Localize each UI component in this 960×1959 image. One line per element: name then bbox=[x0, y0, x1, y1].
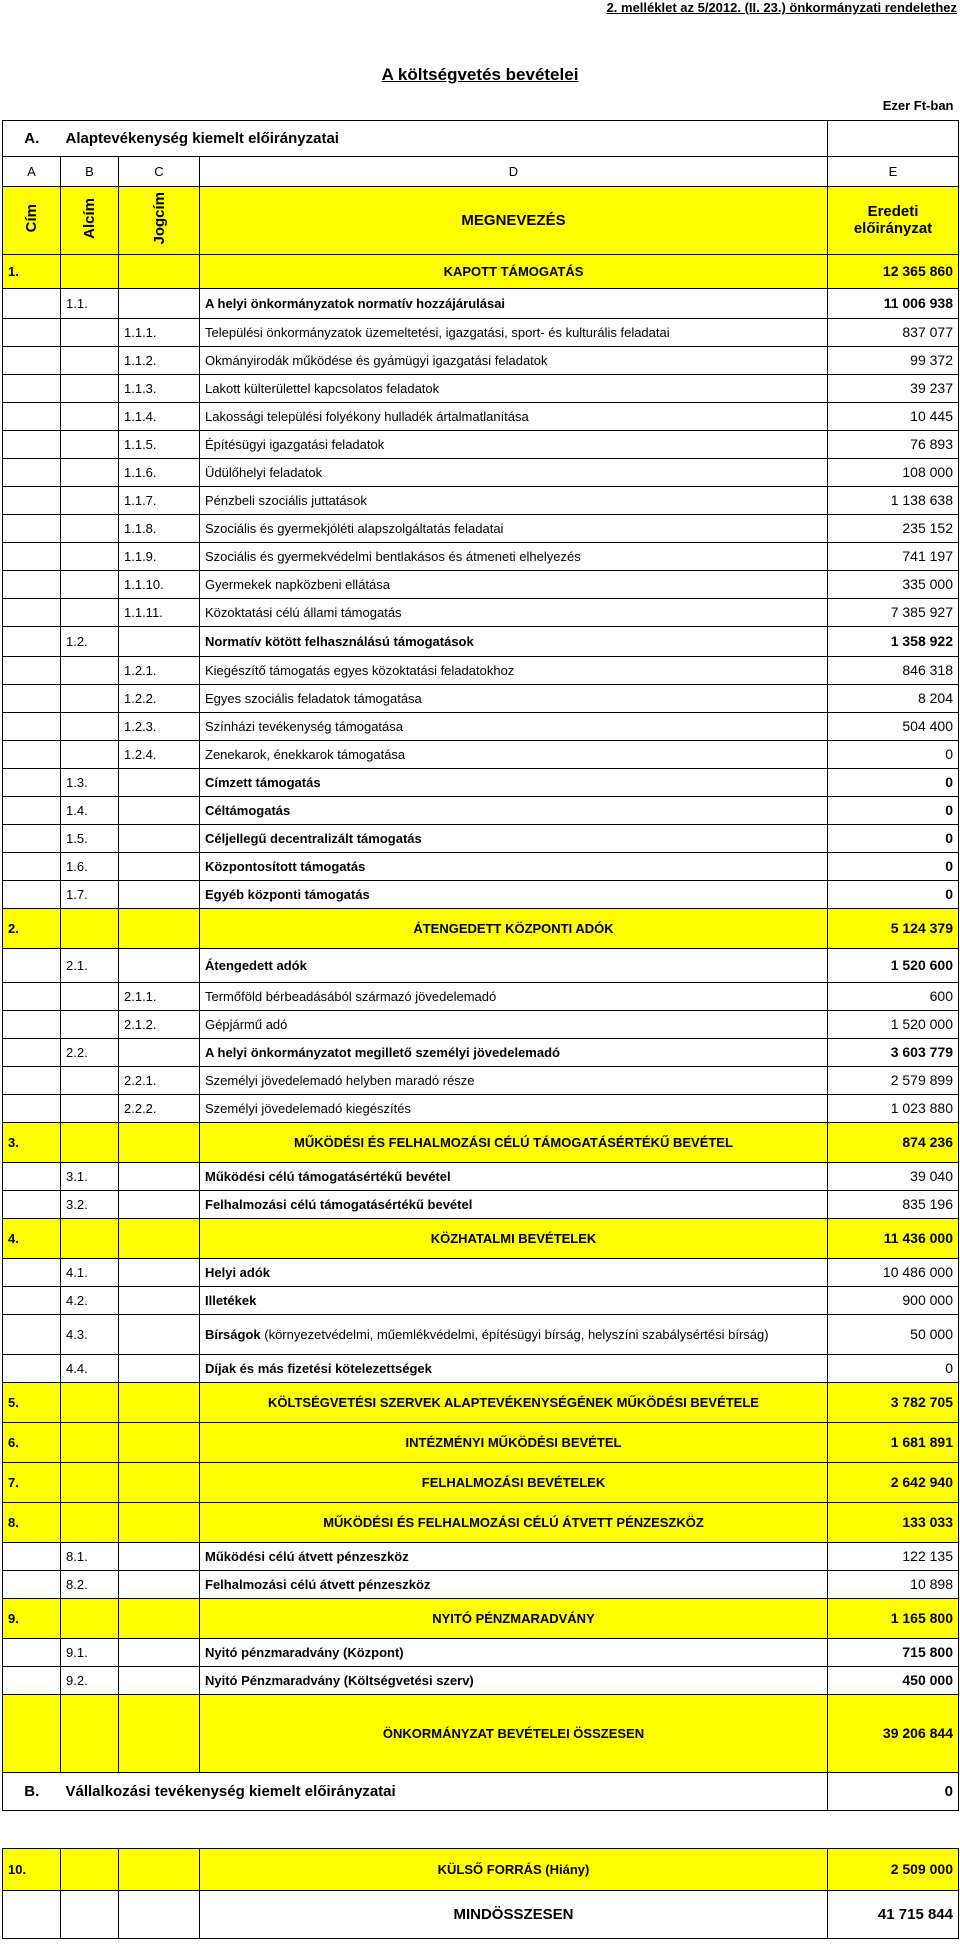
row-name-text: Bírságok bbox=[205, 1326, 261, 1342]
row-amount: 1 165 800 bbox=[828, 1598, 959, 1638]
row-name bbox=[200, 824, 828, 852]
row-name: MŰKÖDÉSI ÉS FELHALMOZÁSI CÉLÚ TÁMOGATÁSÉRTÉKŰ BEVÉTEL bbox=[200, 1122, 828, 1162]
table-row bbox=[3, 402, 959, 430]
row-code: 1.1.7. bbox=[119, 486, 200, 514]
row-code: 1.1.10. bbox=[119, 570, 200, 598]
grand-total-amount: 41 715 844 bbox=[828, 1890, 959, 1938]
row-code: 2.1.1. bbox=[119, 982, 200, 1010]
row-amount: 3 782 705 bbox=[828, 1382, 959, 1422]
row-amount: 0 bbox=[828, 824, 959, 852]
row-code: 4.1. bbox=[61, 1258, 119, 1286]
row-name: KAPOTT TÁMOGATÁS bbox=[200, 254, 828, 288]
row-code: 4.2. bbox=[61, 1286, 119, 1314]
row-name bbox=[200, 1286, 828, 1314]
row-name-text: Nyitó pénzmaradvány (Központ) bbox=[205, 1644, 404, 1660]
row-amount: 2 579 899 bbox=[828, 1066, 959, 1094]
row-code: 5. bbox=[3, 1382, 61, 1422]
row-amount: 39 040 bbox=[828, 1162, 959, 1190]
grand-total-row bbox=[3, 1890, 959, 1938]
unit-label: Ezer Ft-ban bbox=[882, 98, 954, 114]
row-name: Kiegészítő támogatás egyes közoktatási feladatokhoz bbox=[200, 656, 828, 684]
row-name bbox=[200, 880, 828, 908]
table-row bbox=[3, 542, 959, 570]
row-code: 4.4. bbox=[61, 1354, 119, 1382]
row-amount: 846 318 bbox=[828, 656, 959, 684]
row-name-text: A helyi önkormányzatok normatív hozzájárulásai bbox=[205, 295, 506, 311]
row-name bbox=[200, 852, 828, 880]
col-title-amount: Eredeti előirányzat bbox=[828, 186, 959, 254]
row-name-text: Egyéb központi támogatás bbox=[205, 886, 370, 902]
table-row bbox=[3, 374, 959, 402]
row-code: 3.2. bbox=[61, 1190, 119, 1218]
row-10-amount: 2 509 000 bbox=[828, 1848, 959, 1890]
col-title-jogcim: Jogcím bbox=[150, 192, 168, 245]
row-amount: 7 385 927 bbox=[828, 598, 959, 626]
row-name: Lakossági települési folyékony hulladék ártalmatlanítása bbox=[200, 402, 828, 430]
row-code: 1.4. bbox=[61, 796, 119, 824]
row-amount: 0 bbox=[828, 740, 959, 768]
col-letter-e: E bbox=[828, 156, 959, 186]
row-name: Személyi jövedelemadó kiegészítés bbox=[200, 1094, 828, 1122]
row-name: Szociális és gyermekjóléti alapszolgáltatás feladatai bbox=[200, 514, 828, 542]
row-name: Termőföld bérbeadásából származó jövedelemadó bbox=[200, 982, 828, 1010]
row-amount: 11 436 000 bbox=[828, 1218, 959, 1258]
table-row bbox=[3, 768, 959, 796]
row-code: 1.5. bbox=[61, 824, 119, 852]
row-name bbox=[200, 1162, 828, 1190]
row-amount: 0 bbox=[828, 1354, 959, 1382]
row-name bbox=[200, 768, 828, 796]
section-b-title: Vállalkozási tevékenység kiemelt előirányzatai bbox=[61, 1772, 828, 1810]
row-10-name: KÜLSŐ FORRÁS (Hiány) bbox=[200, 1848, 828, 1890]
row-amount: 11 006 938 bbox=[828, 288, 959, 318]
row-amount: 10 445 bbox=[828, 402, 959, 430]
section-a-title: Alaptevékenység kiemelt előirányzatai bbox=[61, 120, 828, 156]
row-name: Egyes szociális feladatok támogatása bbox=[200, 684, 828, 712]
row-code: 1.1.6. bbox=[119, 458, 200, 486]
table-row bbox=[3, 684, 959, 712]
row-name-text: Céljellegű decentralizált támogatás bbox=[205, 830, 422, 846]
col-title-cim: Cím bbox=[23, 204, 40, 233]
row-name: Közoktatási célú állami támogatás bbox=[200, 598, 828, 626]
row-amount: 874 236 bbox=[828, 1122, 959, 1162]
subtotal-amount: 39 206 844 bbox=[828, 1694, 959, 1772]
table-row bbox=[3, 1638, 959, 1666]
row-name: Építésügyi igazgatási feladatok bbox=[200, 430, 828, 458]
row-amount: 835 196 bbox=[828, 1190, 959, 1218]
table-row bbox=[3, 346, 959, 374]
row-amount: 450 000 bbox=[828, 1666, 959, 1694]
spacer-row bbox=[3, 1810, 959, 1848]
row-amount: 39 237 bbox=[828, 374, 959, 402]
table-row bbox=[3, 626, 959, 656]
row-amount: 0 bbox=[828, 880, 959, 908]
row-amount: 12 365 860 bbox=[828, 254, 959, 288]
table-row bbox=[3, 458, 959, 486]
row-amount: 3 603 779 bbox=[828, 1038, 959, 1066]
page-title: A költségvetés bevételei bbox=[381, 65, 579, 84]
row-amount: 335 000 bbox=[828, 570, 959, 598]
row-code: 4. bbox=[3, 1218, 61, 1258]
row-code: 3.1. bbox=[61, 1162, 119, 1190]
row-name-text: Címzett támogatás bbox=[205, 774, 321, 790]
table-row bbox=[3, 982, 959, 1010]
row-name bbox=[200, 796, 828, 824]
row-amount: 837 077 bbox=[828, 318, 959, 346]
row-code: 1.2. bbox=[61, 626, 119, 656]
table-row bbox=[3, 1598, 959, 1638]
row-amount: 1 023 880 bbox=[828, 1094, 959, 1122]
col-letter-b: B bbox=[61, 156, 119, 186]
row-name-text: Központosított támogatás bbox=[205, 858, 366, 874]
table-row bbox=[3, 1162, 959, 1190]
row-code: 1.2.2. bbox=[119, 684, 200, 712]
row-code: 2. bbox=[3, 908, 61, 948]
table-row bbox=[3, 1542, 959, 1570]
table-row bbox=[3, 1354, 959, 1382]
section-b-letter: B. bbox=[3, 1772, 61, 1810]
row-code: 4.3. bbox=[61, 1314, 119, 1354]
table-row bbox=[3, 570, 959, 598]
row-name-text: Felhalmozási célú támogatásértékű bevétel bbox=[205, 1196, 473, 1212]
row-amount: 1 138 638 bbox=[828, 486, 959, 514]
table-row bbox=[3, 796, 959, 824]
unit-row bbox=[3, 92, 959, 120]
table-row bbox=[3, 254, 959, 288]
table-row bbox=[3, 288, 959, 318]
row-amount: 715 800 bbox=[828, 1638, 959, 1666]
row-amount: 122 135 bbox=[828, 1542, 959, 1570]
row-code: 1.1. bbox=[61, 288, 119, 318]
section-a-letter: A. bbox=[3, 120, 61, 156]
row-amount: 2 642 940 bbox=[828, 1462, 959, 1502]
row-name-text: Céltámogatás bbox=[205, 802, 291, 818]
table-row bbox=[3, 318, 959, 346]
row-code: 9.1. bbox=[61, 1638, 119, 1666]
subtotal-row bbox=[3, 1694, 959, 1772]
row-amount: 1 358 922 bbox=[828, 626, 959, 656]
row-name bbox=[200, 1638, 828, 1666]
row-name-text: Felhalmozási célú átvett pénzeszköz bbox=[205, 1576, 431, 1592]
table-row bbox=[3, 880, 959, 908]
row-name-text: Átengedett adók bbox=[205, 957, 307, 973]
table-row bbox=[3, 1066, 959, 1094]
table-row bbox=[3, 908, 959, 948]
row-code: 2.1.2. bbox=[119, 1010, 200, 1038]
column-letters-row bbox=[3, 156, 959, 186]
row-amount: 1 520 000 bbox=[828, 1010, 959, 1038]
row-name-text: Nyitó Pénzmaradvány (Költségvetési szerv) bbox=[205, 1672, 474, 1688]
table-row bbox=[3, 712, 959, 740]
row-name-text: A helyi önkormányzatot megillető személyi jövedelemadó bbox=[205, 1044, 560, 1060]
row-name bbox=[200, 1354, 828, 1382]
table-row bbox=[3, 1038, 959, 1066]
row-amount: 10 486 000 bbox=[828, 1258, 959, 1286]
row-name: MŰKÖDÉSI ÉS FELHALMOZÁSI CÉLÚ ÁTVETT PÉNZESZKÖZ bbox=[200, 1502, 828, 1542]
row-code: 9.2. bbox=[61, 1666, 119, 1694]
row-code: 1.2.4. bbox=[119, 740, 200, 768]
section-a-row bbox=[3, 120, 959, 156]
row-name: Gépjármű adó bbox=[200, 1010, 828, 1038]
row-name bbox=[200, 948, 828, 982]
row-name: Települési önkormányzatok üzemeltetési, igazgatási, sport- és kulturális feladatai bbox=[200, 318, 828, 346]
row-name: KÖLTSÉGVETÉSI SZERVEK ALAPTEVÉKENYSÉGÉNEK MŰKÖDÉSI BEVÉTELE bbox=[200, 1382, 828, 1422]
table-row bbox=[3, 740, 959, 768]
table-row bbox=[3, 948, 959, 982]
table-row bbox=[3, 1382, 959, 1422]
row-code: 1.1.5. bbox=[119, 430, 200, 458]
table-row bbox=[3, 1462, 959, 1502]
row-amount: 0 bbox=[828, 796, 959, 824]
table-row bbox=[3, 1258, 959, 1286]
row-name bbox=[200, 1570, 828, 1598]
section-b-row bbox=[3, 1772, 959, 1810]
row-name-suffix: (környezetvédelmi, műemlékvédelmi, építésügyi bírság, helyszíni szabálysértési bírság) bbox=[260, 1326, 769, 1342]
row-amount: 0 bbox=[828, 852, 959, 880]
row-code: 7. bbox=[3, 1462, 61, 1502]
row-code: 1.1.4. bbox=[119, 402, 200, 430]
row-name-text: Helyi adók bbox=[205, 1264, 271, 1280]
row-code: 8.2. bbox=[61, 1570, 119, 1598]
row-name bbox=[200, 1190, 828, 1218]
row-code: 1.2.3. bbox=[119, 712, 200, 740]
row-name-text: Működési célú átvett pénzeszköz bbox=[205, 1548, 409, 1564]
row-name: Színházi tevékenység támogatása bbox=[200, 712, 828, 740]
row-code: 2.2. bbox=[61, 1038, 119, 1066]
row-name bbox=[200, 1258, 828, 1286]
row-code: 2.2.2. bbox=[119, 1094, 200, 1122]
row-name: Gyermekek napközbeni ellátása bbox=[200, 570, 828, 598]
table-row bbox=[3, 1010, 959, 1038]
row-code: 1.1.1. bbox=[119, 318, 200, 346]
row-code: 1. bbox=[3, 254, 61, 288]
row-name: Szociális és gyermekvédelmi bentlakásos és átmeneti elhelyezés bbox=[200, 542, 828, 570]
row-code: 2.2.1. bbox=[119, 1066, 200, 1094]
row-amount: 600 bbox=[828, 982, 959, 1010]
row-code: 9. bbox=[3, 1598, 61, 1638]
row-name-text: Normatív kötött felhasználású támogatások bbox=[205, 633, 474, 649]
row-name: KÖZHATALMI BEVÉTELEK bbox=[200, 1218, 828, 1258]
row-code: 1.6. bbox=[61, 852, 119, 880]
col-letter-d: D bbox=[200, 156, 828, 186]
col-title-name: MEGNEVEZÉS bbox=[200, 186, 828, 254]
row-code: 1.7. bbox=[61, 880, 119, 908]
col-title-alcim: Alcím bbox=[81, 198, 98, 239]
annex-reference: 2. melléklet az 5/2012. (II. 23.) önkormányzati rendelethez bbox=[606, 0, 957, 15]
row-name bbox=[200, 288, 828, 318]
row-amount: 50 000 bbox=[828, 1314, 959, 1354]
row-amount: 133 033 bbox=[828, 1502, 959, 1542]
table-row bbox=[3, 486, 959, 514]
table-row bbox=[3, 598, 959, 626]
row-amount: 76 893 bbox=[828, 430, 959, 458]
row-name bbox=[200, 1038, 828, 1066]
row-name bbox=[200, 626, 828, 656]
row-code: 1.1.3. bbox=[119, 374, 200, 402]
row-name: ÁTENGEDETT KÖZPONTI ADÓK bbox=[200, 908, 828, 948]
row-name-text: Illetékek bbox=[205, 1292, 257, 1308]
row-code: 1.1.2. bbox=[119, 346, 200, 374]
row-amount: 10 898 bbox=[828, 1570, 959, 1598]
row-name: INTÉZMÉNYI MŰKÖDÉSI BEVÉTEL bbox=[200, 1422, 828, 1462]
table-row bbox=[3, 430, 959, 458]
row-code: 8.1. bbox=[61, 1542, 119, 1570]
row-amount: 741 197 bbox=[828, 542, 959, 570]
col-letter-c: C bbox=[119, 156, 200, 186]
row-amount: 8 204 bbox=[828, 684, 959, 712]
row-amount: 5 124 379 bbox=[828, 908, 959, 948]
table-row bbox=[3, 1314, 959, 1354]
table-row bbox=[3, 514, 959, 542]
row-code: 1.1.9. bbox=[119, 542, 200, 570]
table-row bbox=[3, 1502, 959, 1542]
row-code: 1.1.8. bbox=[119, 514, 200, 542]
row-amount: 1 681 891 bbox=[828, 1422, 959, 1462]
table-row bbox=[3, 1190, 959, 1218]
row-10-code: 10. bbox=[3, 1848, 61, 1890]
revenue-table bbox=[2, 92, 959, 1939]
row-code: 2.1. bbox=[61, 948, 119, 982]
row-amount: 504 400 bbox=[828, 712, 959, 740]
row-name: FELHALMOZÁSI BEVÉTELEK bbox=[200, 1462, 828, 1502]
table-row bbox=[3, 1422, 959, 1462]
row-name: Lakott külterülettel kapcsolatos feladatok bbox=[200, 374, 828, 402]
row-code: 1.1.11. bbox=[119, 598, 200, 626]
row-10 bbox=[3, 1848, 959, 1890]
row-amount: 900 000 bbox=[828, 1286, 959, 1314]
row-code: 1.3. bbox=[61, 768, 119, 796]
row-amount: 99 372 bbox=[828, 346, 959, 374]
row-amount: 0 bbox=[828, 768, 959, 796]
table-row bbox=[3, 1286, 959, 1314]
table-row bbox=[3, 1570, 959, 1598]
row-code: 6. bbox=[3, 1422, 61, 1462]
table-row bbox=[3, 1666, 959, 1694]
row-name bbox=[200, 1314, 828, 1354]
row-name: Okmányirodák működése és gyámügyi igazgatási feladatok bbox=[200, 346, 828, 374]
row-name: Üdülőhelyi feladatok bbox=[200, 458, 828, 486]
row-amount: 108 000 bbox=[828, 458, 959, 486]
table-row bbox=[3, 1094, 959, 1122]
row-name bbox=[200, 1666, 828, 1694]
section-b-amount: 0 bbox=[828, 1772, 959, 1810]
row-name: Személyi jövedelemadó helyben maradó része bbox=[200, 1066, 828, 1094]
row-name bbox=[200, 1542, 828, 1570]
row-name-text: Működési célú támogatásértékű bevétel bbox=[205, 1168, 451, 1184]
table-row bbox=[3, 824, 959, 852]
subtotal-label: ÖNKORMÁNYZAT BEVÉTELEI ÖSSZESEN bbox=[200, 1694, 828, 1772]
table-row bbox=[3, 1218, 959, 1258]
row-name-text: Díjak és más fizetési kötelezettségek bbox=[205, 1360, 432, 1376]
row-amount: 235 152 bbox=[828, 514, 959, 542]
table-row bbox=[3, 656, 959, 684]
col-letter-a: A bbox=[3, 156, 61, 186]
row-name: Zenekarok, énekkarok támogatása bbox=[200, 740, 828, 768]
row-code: 1.2.1. bbox=[119, 656, 200, 684]
grand-total-label: MINDÖSSZESEN bbox=[200, 1890, 828, 1938]
row-code: 8. bbox=[3, 1502, 61, 1542]
row-name: NYITÓ PÉNZMARADVÁNY bbox=[200, 1598, 828, 1638]
row-code: 3. bbox=[3, 1122, 61, 1162]
row-amount: 1 520 600 bbox=[828, 948, 959, 982]
row-name: Pénzbeli szociális juttatások bbox=[200, 486, 828, 514]
column-titles-row bbox=[3, 186, 959, 254]
table-row bbox=[3, 852, 959, 880]
table-row bbox=[3, 1122, 959, 1162]
